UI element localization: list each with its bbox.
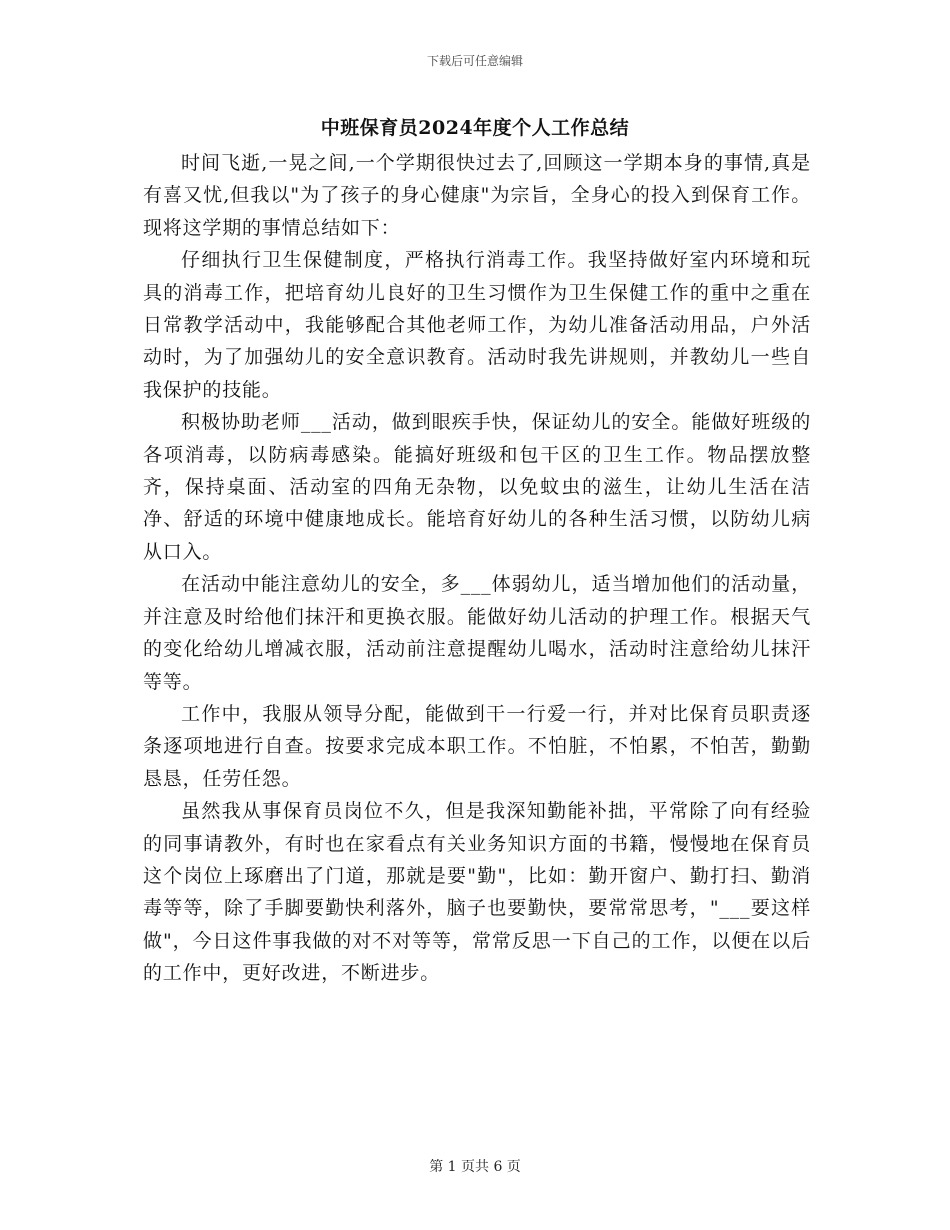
- document-title: 中班保育员2024年度个人工作总结: [320, 117, 630, 139]
- paragraph-safety: 在活动中能注意幼儿的安全，多___体弱幼儿，适当增加他们的活动量，并注意及时给他们抹汗和更换衣服。能做好幼儿活动的护理工作。根据天气的变化给幼儿增减衣服，活动前注意提醒幼儿喝水，活动时注意给幼儿抹汗等等。: [143, 573, 811, 693]
- paragraph-assist: 积极协助老师___活动，做到眼疾手快，保证幼儿的安全。能做好班级的各项消毒，以防病毒感染。能搞好班级和包干区的卫生工作。物品摆放整齐，保持桌面、活动室的四角无杂物，以免蚊虫的滋生，让幼儿生活在洁净、舒适的环境中健康地成长。能培育好幼儿的各种生活习惯，以防幼儿病从口入。: [143, 411, 811, 563]
- paragraph-intro: 时间飞逝,一晃之间,一个学期很快过去了,回顾这一学期本身的事情,真是有喜又忧,但我以"为了孩子的身心健康"为宗旨，全身心的投入到保育工作。现将这学期的事情总结如下：: [143, 152, 811, 239]
- paragraph-diligence: 虽然我从事保育员岗位不久，但是我深知勤能补拙，平常除了向有经验的同事请教外，有时也在家看点有关业务知识方面的书籍，慢慢地在保育员这个岗位上琢磨出了门道，那就是要"勤"，比如：勤开窗户、勤打扫、勤消毒等等，除了手脚要勤快利落外，脑子也要勤快，要常常思考，"___要这样做"，今日这件事我做的对不对等等，常常反思一下自己的工作，以便在以后的工作中，更好改进，不断进步。: [143, 800, 811, 985]
- document-body: [143, 147, 811, 990]
- paragraph-duty: 工作中，我服从领导分配，能做到干一行爱一行，并对比保育员职责逐条逐项地进行自查。按要求完成本职工作。不怕脏，不怕累，不怕苦，勤勤恳恳，任劳任怨。: [143, 702, 811, 790]
- paragraph-hygiene: 仔细执行卫生保健制度，严格执行消毒工作。我坚持做好室内环境和玩具的消毒工作，把培育幼儿良好的卫生习惯作为卫生保健工作的重中之重在日常教学活动中，我能够配合其他老师工作，为幼儿准备活动用品，户外活动时，为了加强幼儿的安全意识教育。活动时我先讲规则，并教幼儿一些自我保护的技能。: [143, 249, 811, 401]
- page-number-footer: 第 1 页共 6 页: [429, 1159, 521, 1175]
- header-note: 下载后可任意编辑: [426, 54, 523, 68]
